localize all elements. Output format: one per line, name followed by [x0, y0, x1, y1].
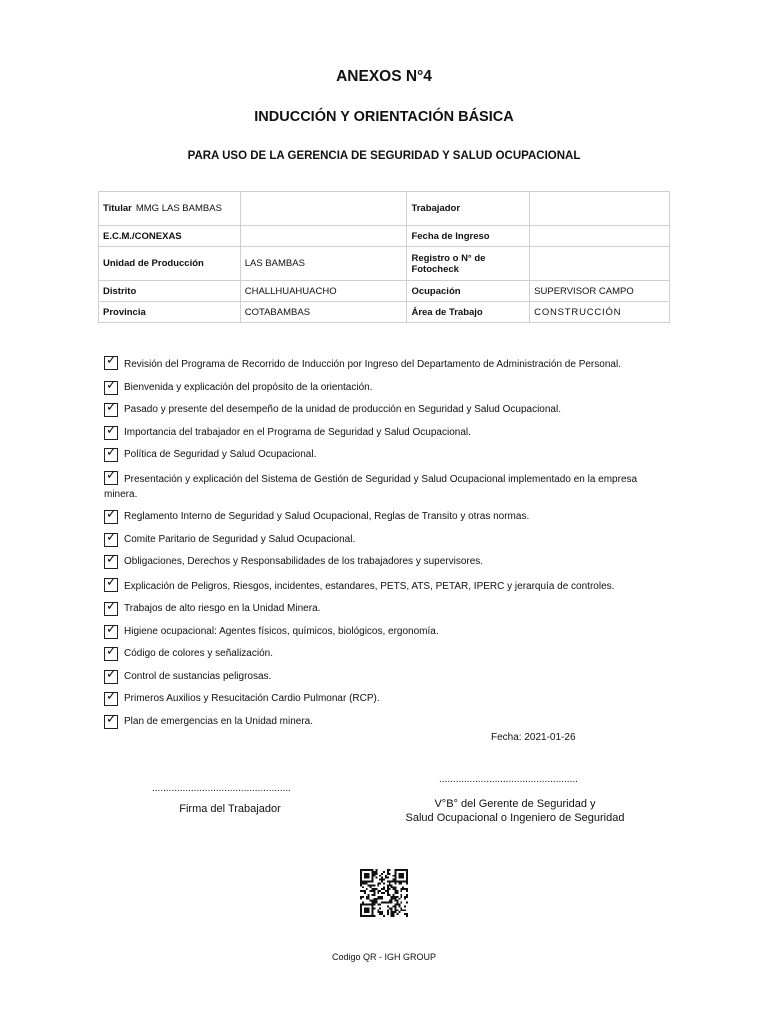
checklist-item-text: Plan de emergencias en la Unidad minera.: [124, 715, 313, 727]
checkmark-icon: ✓: [106, 710, 117, 726]
checklist-item-text: Política de Seguridad y Salud Ocupacional.: [124, 449, 317, 460]
checkbox-checked-icon: [104, 643, 118, 661]
table-row: [99, 226, 670, 247]
checkmark-icon: ✓: [106, 598, 117, 613]
ocupacion-value: SUPERVISOR CAMPO: [530, 281, 670, 302]
checkbox-checked-icon: [104, 444, 118, 462]
trabajador-label: Trabajador: [407, 192, 530, 226]
fecha-ingreso-value: [530, 226, 670, 247]
checklist-item: [104, 399, 664, 417]
fecha-value: 2021-01-26: [524, 732, 576, 743]
table-row: [99, 281, 670, 302]
checklist-item-text: Pasado y presente del desempeño de la unidad de producción en Seguridad y Salud Ocupacional.: [124, 404, 561, 415]
checklist-item-text: Primeros Auxilios y Resucitación Cardio Pulmonar (RCP).: [124, 693, 380, 704]
checkmark-icon: ✓: [106, 688, 117, 703]
info-table: [98, 191, 670, 323]
checklist-item-text: Control de sustancias peligrosas.: [124, 670, 272, 682]
fecha-label: Fecha:: [491, 732, 522, 743]
checklist-item-text: Revisión del Programa de Recorrido de Inducción por Ingreso del Departamento de Administración de Personal.: [124, 359, 621, 370]
checklist-item: [104, 620, 664, 639]
ecm-value: [240, 226, 407, 247]
area-value: CONSTRUCCIÓN: [530, 302, 670, 323]
checklist-item: [104, 688, 664, 706]
checkmark-icon: ✓: [106, 573, 117, 589]
document-title: INDUCCIÓN Y ORIENTACIÓN BÁSICA: [254, 109, 514, 125]
checklist-item-text: Reglamento Interno de Seguridad y Salud Ocupacional, Reglas de Transito y otras normas.: [124, 511, 530, 522]
checkmark-icon: ✓: [106, 665, 117, 681]
checkmark-icon: ✓: [106, 421, 117, 437]
checkbox-checked-icon: [104, 376, 118, 395]
distrito-label: Distrito: [99, 281, 241, 302]
checkmark-icon: ✓: [106, 506, 117, 521]
checkmark-icon: ✓: [106, 444, 117, 459]
checklist-item: [104, 573, 664, 594]
checkmark-icon: ✓: [106, 466, 117, 482]
unidad-value: LAS BAMBAS: [240, 247, 407, 281]
checklist-item: [104, 352, 664, 372]
table-row: [99, 247, 670, 281]
checkbox-checked-icon: [104, 598, 118, 616]
qr-code-icon: [360, 869, 408, 917]
distrito-value: CHALLHUAHUACHO: [240, 281, 407, 302]
checklist-item: [104, 643, 664, 661]
induction-checklist: [104, 352, 664, 736]
table-row: [99, 302, 670, 323]
checkbox-checked-icon: [104, 551, 118, 569]
worker-signature-label: Firma del Trabajador: [179, 803, 281, 815]
checkmark-icon: ✓: [106, 399, 117, 414]
checklist-item-text: Presentación y explicación del Sistema de Gestión de Seguridad y Salud Ocupacional implementado en la empresa minera.: [104, 473, 638, 500]
table-row: [99, 192, 670, 226]
checklist-item: [104, 710, 664, 729]
registro-value: [530, 247, 670, 281]
manager-signature-line1: V°B° del Gerente de Seguridad y: [434, 798, 596, 810]
checkbox-checked-icon: [104, 399, 118, 417]
worker-signature-line: ..................................................: [152, 783, 291, 794]
checkbox-checked-icon: [104, 620, 118, 639]
checkmark-icon: ✓: [106, 528, 117, 544]
titular-value: MMG LAS BAMBAS: [135, 203, 222, 214]
checkmark-icon: ✓: [106, 551, 117, 566]
checklist-item-text: Obligaciones, Derechos y Responsabilidades de los trabajadores y supervisores.: [124, 556, 484, 567]
checklist-item-text: Código de colores y señalización.: [124, 648, 273, 659]
fecha-ingreso-label: Fecha de Ingreso: [407, 226, 530, 247]
manager-signature-line: ..................................................: [439, 774, 578, 785]
checkbox-checked-icon: [104, 421, 118, 440]
checkmark-icon: ✓: [106, 620, 117, 636]
checkbox-checked-icon: [104, 506, 118, 524]
provincia-label: Provincia: [99, 302, 241, 323]
checklist-item-text: Trabajos de alto riesgo en la Unidad Minera.: [124, 603, 321, 614]
document-subtitle: PARA USO DE LA GERENCIA DE SEGURIDAD Y SALUD OCUPACIONAL: [187, 150, 581, 162]
checklist-item: [104, 506, 664, 524]
checkmark-icon: ✓: [106, 376, 117, 392]
checklist-item-text: Explicación de Peligros, Riesgos, incidentes, estandares, PETS, ATS, PETAR, IPERC y jerarquía de controles.: [124, 580, 615, 592]
manager-signature-label: [380, 797, 650, 825]
manager-signature-line2: Salud Ocupacional o Ingeniero de Seguridad: [405, 812, 625, 824]
checklist-item: [104, 376, 664, 395]
checkbox-checked-icon: [104, 573, 118, 592]
qr-caption: Codigo QR - IGH GROUP: [331, 952, 437, 962]
unidad-label: Unidad de Producción: [99, 247, 241, 281]
checkmark-icon: ✓: [106, 352, 117, 367]
checklist-item: [104, 421, 664, 440]
checkbox-checked-icon: [104, 688, 118, 706]
annex-title: ANEXOS N°4: [336, 68, 432, 85]
checkbox-checked-icon: [104, 528, 118, 547]
checkbox-checked-icon: [104, 352, 118, 370]
checkbox-checked-icon: [104, 665, 118, 684]
checklist-item: [104, 466, 664, 502]
checklist-item: [104, 444, 664, 462]
checkbox-checked-icon: [104, 710, 118, 729]
checklist-item: [104, 528, 664, 547]
fecha: [491, 732, 576, 743]
ocupacion-label: Ocupación: [407, 281, 530, 302]
checkmark-icon: ✓: [106, 643, 117, 658]
checklist-item: [104, 551, 664, 569]
checklist-item: [104, 598, 664, 616]
titular-cell: [99, 192, 241, 226]
titular-extra-cell: [240, 192, 407, 226]
titular-label: Titular: [103, 203, 132, 214]
ecm-label: E.C.M./CONEXAS: [99, 226, 241, 247]
checklist-item-text: Bienvenida y explicación del propósito de la orientación.: [124, 381, 373, 393]
trabajador-value: [530, 192, 670, 226]
checklist-item: [104, 665, 664, 684]
provincia-value: COTABAMBAS: [240, 302, 407, 323]
checklist-item-text: Importancia del trabajador en el Programa de Seguridad y Salud Ocupacional.: [124, 426, 471, 438]
area-label: Área de Trabajo: [407, 302, 530, 323]
registro-label: Registro o N° de Fotocheck: [407, 247, 530, 281]
checklist-item-text: Higiene ocupacional: Agentes físicos, químicos, biológicos, ergonomía.: [124, 625, 439, 637]
checklist-item-text: Comite Paritario de Seguridad y Salud Ocupacional.: [124, 533, 356, 545]
checkbox-checked-icon: [104, 466, 118, 485]
